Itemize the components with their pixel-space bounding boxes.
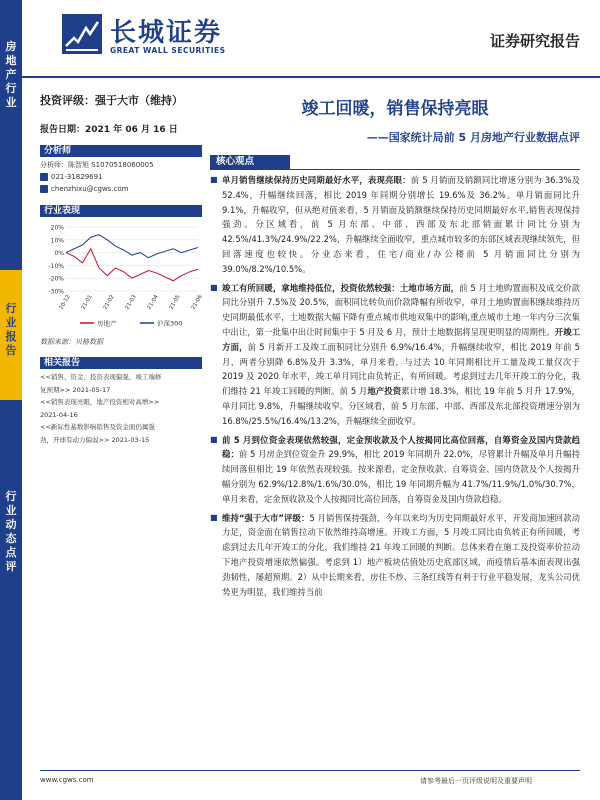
chart-y-tick-label: 0%: [54, 250, 64, 258]
core-view-label: 核心观点: [210, 155, 290, 169]
para-land-body: 前 5 月土地购置面积及成交价款同比分别升 7.5%及 20.5%，面积同比转负而价款降幅有所收窄，单月土地购置面积继续维持历史同期最低水平，土地数据大幅下降有重点城市供地双集中的影响,重点城市土地一年内分三次集中出让，第一批集中出让时间集中于 5 月及 6 月，预计土地数据将呈现更明显的周期性。: [222, 282, 581, 337]
industry-performance-chart: [40, 221, 202, 335]
analyst-section-title: 分析师: [40, 145, 202, 157]
investment-rating: 投资评级：强于大市（维持）: [40, 94, 183, 107]
related-line: 复预期>> 2021-05-17: [40, 385, 111, 394]
chart-section-title: 行业表现: [40, 205, 202, 217]
analyst-email[interactable]: chenzhixu@cgws.com: [51, 185, 129, 193]
paragraph-construction: [210, 281, 580, 429]
great-wall-logo-icon: [62, 14, 102, 54]
core-divider: [210, 169, 580, 170]
report-title: 竣工回暖，销售保持亮眼: [301, 99, 489, 119]
related-line[interactable]: <<新际性基数影响销售及资金面仍属强: [40, 423, 155, 431]
bullet-icon: ■: [210, 175, 218, 184]
side-band-industry: [0, 0, 22, 270]
chart-legend-label: 沪深300: [157, 319, 183, 328]
related-line[interactable]: <<销售表现亮眼，地产投资相对高增>>: [40, 398, 160, 406]
chart-y-tick-label: 10%: [50, 237, 64, 245]
chart-y-tick-label: 20%: [50, 224, 64, 232]
side-banner: [0, 0, 22, 800]
bullet-icon: ■: [210, 512, 218, 522]
related-line[interactable]: <<销售、资金、投资表现偏强，竣工端修: [40, 373, 162, 381]
chart-y-tick-label: -30%: [48, 288, 64, 296]
chart-x-tick-label: 21-02: [102, 294, 116, 311]
chart-x-tick-label: 21-01: [80, 294, 94, 311]
para-land-lead: 土地市场方面，: [399, 282, 460, 293]
paragraph-rating: [210, 511, 580, 600]
chart-series-line-1: [66, 235, 198, 258]
para-start-body: 前 5 月新开工及竣工面积同比分别升 6.9%/16.4%，升幅继续收窄，相比 2019 年前 5 月，两者分别降 6.8%及升 3.3%，单月来看，与过去 10 年同期相比开工量及竣工量仅次于 2019 及 2020 年水平，竣工单月同比由负转正，有所回暖。考虑到过去几年开竣工的分化，我们维持 21 年竣工回暖的判断。前 5 月: [222, 341, 580, 397]
related-line: 2021-04-16: [40, 410, 78, 419]
para-invest-body: 累计增 18.3%，相比 19 年前 5 月升 17.9%，单月同比 9.8%，升幅继续收窄。分区域看，前 5 月东部、中部、西部及东北部投资增速分别为 16.8%/25.5%/16.4%/13.2%，升幅继续全面收窄。: [222, 386, 581, 426]
para-rating-body: 5 月销售保持强劲，今年以来均为历史同期最好水平，开发商加速回款动力足，资金面在销售拉动下依然维持高增速。开竣工方面，5 月竣工同比由负转正有所回暖，考虑到过去几年开竣工的分化，我们维持 21 年竣工回暖的判断。总体来看在施工及投资率价拉动下地产投资增速依然偏强。考虑到 1）地产板块估值处历史底部区域，而疫情后基本面表现出强劲韧性，屡超预期。2）从中长期来看，房住不炒、三条红线等有利于行业平稳发展，龙头公司优势更为明显，我们维持当前: [222, 512, 580, 597]
chart-x-tick-label: 20-12: [58, 294, 72, 311]
para-sales-body: 前 5 月销面及销额同比增速分别为 36.3%及 52.4%，升幅继续回落，相比 2019 年同期分别增长 19.6%及 36.2%。单月销面同比升 9.1%，升幅收窄，但从绝对值来看，5 月销面及销额继续保持历史同期最好水平,销售表现保持强劲。分区域看，前 5 月东部、中部、西部及东北部销面累计同比分别为 42.5%/41.3%/24.9%/22.2%，升幅继续全面收窄，重点城市较多的东部区域表现继续领先，但回落速度也较快。分业态来看，住宅/商业/办公楼前 5 月销面同比分别为 39.0%/8.2%/10.5%。: [222, 175, 581, 274]
para-rating-heading: 维持“强于大市”评级：: [222, 512, 310, 523]
email-icon: [40, 185, 48, 193]
footer-url[interactable]: www.cgws.com: [40, 776, 94, 784]
related-reports: [40, 371, 202, 446]
paragraph-sales: [210, 173, 580, 277]
side-band-category: [0, 400, 22, 800]
chart-source: 数据来源：贝格数据: [40, 338, 103, 346]
chart-x-tick-label: 21-03: [124, 294, 138, 311]
chart-y-tick-label: -20%: [48, 275, 64, 283]
para-funding-body: 前 5 月房企到位资金升 29.9%，相比 2019 年同期升 22.0%，尽管累计升幅及单月升幅持续回落但相比 19 年依然表现较强。按来源看，定金预收款、自筹资金、国内贷款及个人按揭升幅分别为 62.9%/12.8%/1.6%/30.0%，相比 19 年同期升幅为 41.7%/11.9%/1.0%/30.7%，单月来看，定金预收款及个人按揭同比高位回落，自筹资金及国内贷款趋稳。: [222, 449, 581, 504]
brand-name-en: GREAT WALL SECURITIES: [110, 46, 226, 55]
footer-disclaimer: 请参考最后一页评级说明及重要声明: [420, 777, 532, 785]
chart-y-tick-label: -10%: [48, 262, 64, 270]
footer-divider: [40, 770, 580, 771]
analyst-info: [40, 159, 202, 195]
analyst-name: 分析师：陈智旭 S1070518060005: [40, 161, 154, 169]
related-section-title: 相关报告: [40, 357, 202, 369]
side-industry-label: 房地产行业: [5, 40, 17, 109]
related-line: 劲，开球有动力偏弱>> 2021-03-15: [40, 435, 150, 444]
phone-icon: [40, 173, 48, 181]
chart-series-line-0: [66, 249, 198, 281]
report-subtitle: ——国家统计局前 5 月房地产行业数据点评: [366, 131, 580, 144]
brand-name-cn: 长城证券: [110, 18, 223, 48]
para-start-lead: 开竣工方面，: [222, 326, 581, 352]
left-column: [40, 84, 202, 446]
side-type-label: 行业报告: [5, 302, 17, 357]
para-funding-heading: 前 5 月到位资金表现依然较强，定金预收款及个人按揭同比高位回落，自筹资金及国内贷款趋稳：: [222, 434, 580, 460]
bullet-icon: ■: [210, 282, 218, 292]
page-header: [22, 0, 600, 78]
report-date: 报告日期：2021 年 06 月 16 日: [40, 125, 178, 135]
chart-x-tick-label: 21-04: [146, 294, 160, 311]
report-type-label: 证券研究报告: [489, 32, 580, 50]
para-invest-lead: 地产投资: [367, 386, 402, 397]
main-content: [210, 84, 580, 599]
side-category-label: 行业动态点评: [5, 490, 17, 573]
chart-x-tick-label: 21-06: [190, 294, 204, 311]
paragraph-funding: [210, 433, 580, 507]
chart-legend-label: 房地产: [97, 319, 117, 328]
para-sales-heading: 单月销售继续保持历史同期最好水平，表现亮眼：: [222, 175, 411, 185]
analyst-phone: 021-31829691: [51, 173, 103, 181]
chart-x-tick-label: 21-05: [168, 294, 182, 311]
side-band-type: [0, 270, 22, 400]
para-construction-heading: 竣工有所回暖，拿地维持低位，投资依然较强：: [222, 282, 400, 293]
bullet-icon: ■: [210, 434, 218, 444]
